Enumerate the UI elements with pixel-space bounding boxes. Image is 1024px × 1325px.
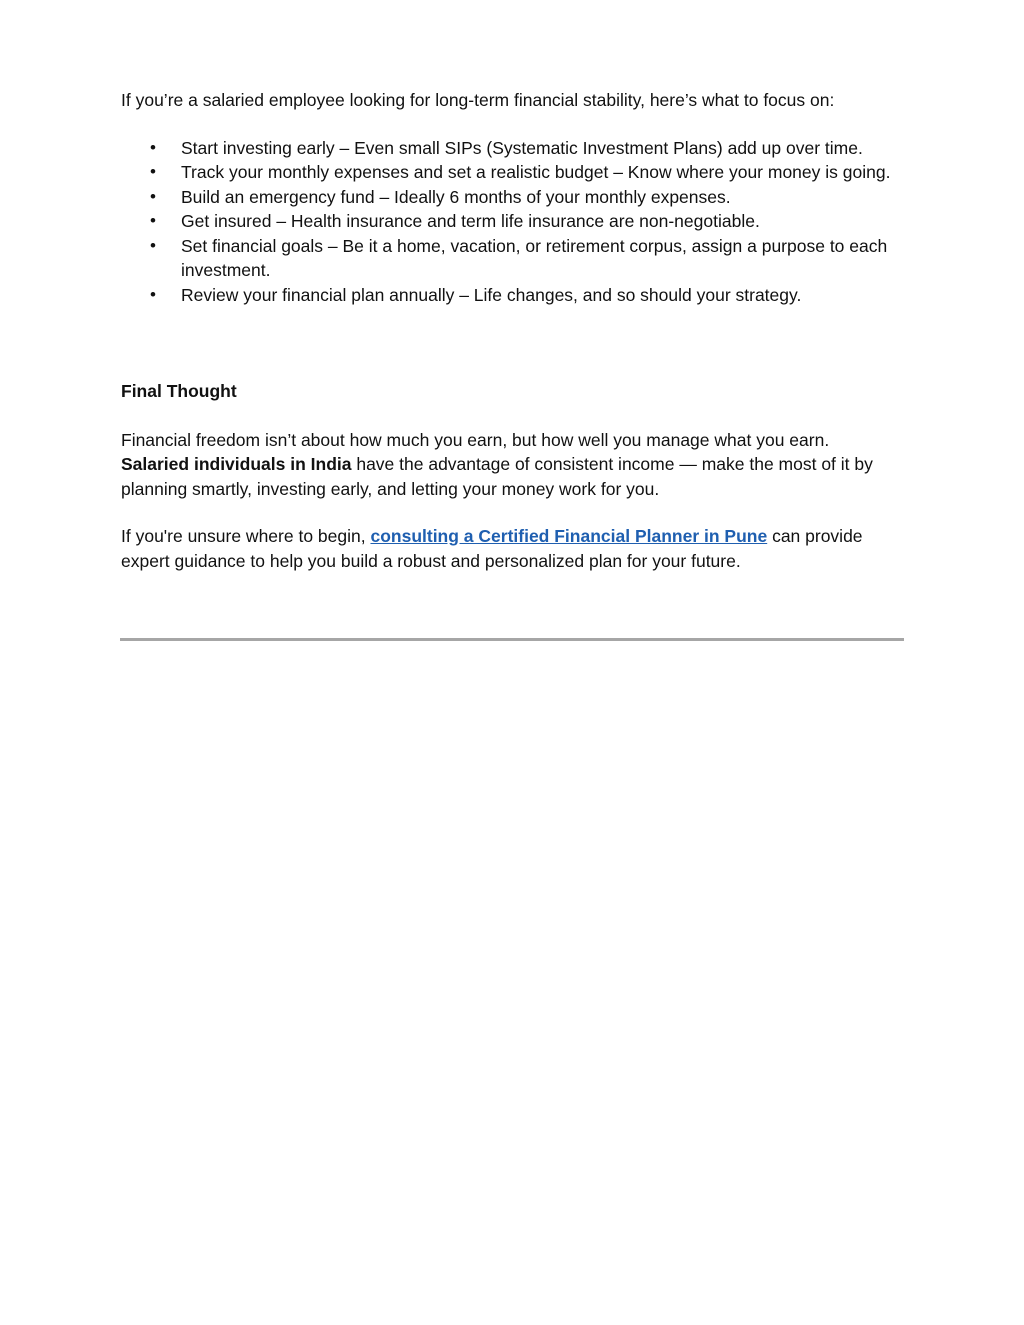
section-heading: Final Thought <box>121 381 237 401</box>
horizontal-divider <box>120 638 904 641</box>
paragraph-text: have the advantage of consistent income — make the most of it by planning smartly, investing early, and letting your money work for you. <box>121 454 873 499</box>
tips-list <box>121 136 911 308</box>
paragraph-text: If you're unsure where to begin, <box>121 526 371 546</box>
list-item: • Review your financial plan annually – Life changes, and so should your strategy. <box>121 283 911 308</box>
intro-paragraph: If you’re a salaried employee looking for long-term financial stability, here’s what to focus on: <box>121 90 835 110</box>
list-item: • Track your monthly expenses and set a realistic budget – Know where your money is going. <box>121 160 911 185</box>
list-item: • Build an emergency fund – Ideally 6 months of your monthly expenses. <box>121 185 911 210</box>
final-thought-paragraph <box>121 428 911 502</box>
document-body <box>121 88 911 573</box>
planner-paragraph <box>121 524 911 573</box>
list-item: • Start investing early – Even small SIPs (Systematic Investment Plans) add up over time. <box>121 136 911 161</box>
bold-phrase: Salaried individuals in India <box>121 454 352 474</box>
planner-link[interactable]: consulting a Certified Financial Planner in Pune <box>370 526 768 546</box>
list-item: • Set financial goals – Be it a home, vacation, or retirement corpus, assign a purpose to each investment. <box>121 234 911 283</box>
paragraph-text: can provide expert guidance to help you build a robust and personalized plan for your future. <box>121 526 863 571</box>
paragraph-text: Financial freedom isn’t about how much you earn, but how well you manage what you earn. <box>121 429 830 450</box>
list-item: • Get insured – Health insurance and term life insurance are non-negotiable. <box>121 209 911 234</box>
